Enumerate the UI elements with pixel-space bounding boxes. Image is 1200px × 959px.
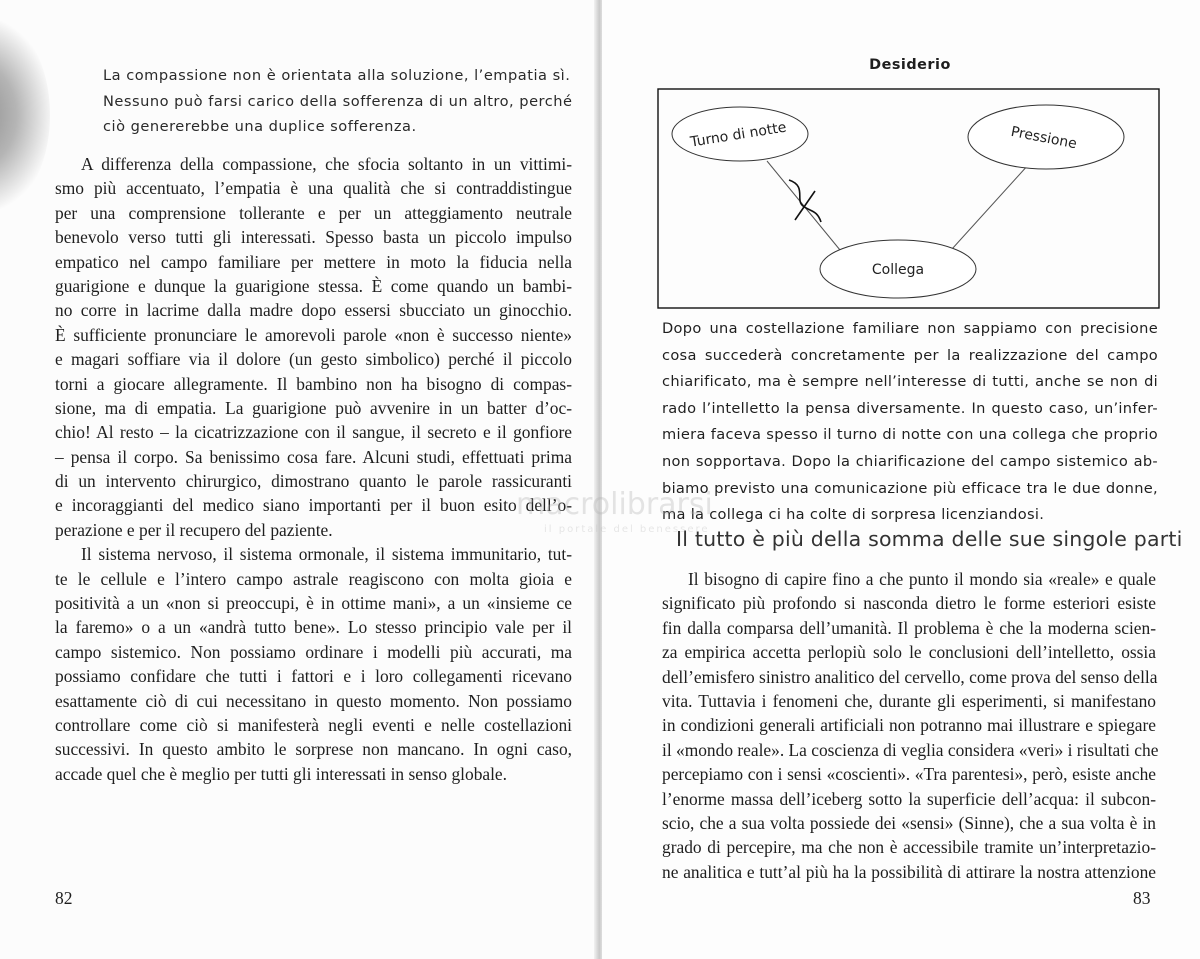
body-line: il «mondo reale». La coscienza di veglia considera «veri» i risultati che xyxy=(662,739,1159,760)
node-label-collega: Collega xyxy=(871,262,925,278)
body-line: percepiamo con i sensi «coscienti». «Tra parentesi», però, esiste anche xyxy=(662,764,1156,785)
watermark xyxy=(500,487,740,547)
body-line: in condizioni generali artificiali non potranno mai illustrare e spiegare xyxy=(662,715,1156,736)
body-line: e incoraggianti del medico siano importanti per il buon esito dell’o- xyxy=(55,495,572,516)
body-line: di un intervento chirurgico, dimostrano quanto le parole rassicuranti xyxy=(55,471,572,492)
body-line: È sufficiente pronunciare le amorevoli parole «non è successo niente» xyxy=(55,324,572,345)
body-line: scio, che a sua volta possiede dei «sensi» (Sinne), che a sua volta è in xyxy=(662,812,1156,833)
body-line: ne analitica e tutt’al più ha la possibilità di attirare la nostra attenzione xyxy=(662,861,1156,882)
body-line: esattamente ciò di cui necessitano in questo momento. Non possiamo xyxy=(55,690,572,711)
body-line: empatico nel campo familiare per mettere in moto la fiducia nella xyxy=(55,251,572,272)
caption-line: non sopportava. Dopo la chiarificazione del campo sistemico ab- xyxy=(662,452,1158,470)
caption-line: ma la collega ci ha colte di sorpresa licenziandosi. xyxy=(662,506,1045,524)
body-line: te le cellule e l’intero campo astrale reagiscono con molta gioia e xyxy=(55,568,572,589)
connector-right xyxy=(952,164,1029,249)
callout-quote xyxy=(103,63,573,140)
body-line: Il sistema nervoso, il sistema ormonale, il sistema immunitario, tut- xyxy=(81,544,572,565)
body-line: chio! Al resto – la cicatrizzazione con il sangue, il secreto e il gonfiore xyxy=(55,422,572,443)
constellation-diagram xyxy=(657,88,1160,309)
thumb-shadow xyxy=(0,20,50,210)
body-line: la faremo» o a un «andrà tutto bene». Lo stesso principio vale per il xyxy=(55,617,572,638)
left-page xyxy=(0,0,598,959)
body-line: benevolo verso tutti gli interessati. Spesso basta un piccolo impulso xyxy=(55,227,572,248)
right-body-text xyxy=(662,567,1159,884)
callout-line: ciò genererebbe una duplice sofferenza. xyxy=(103,118,417,135)
caption-line: cosa succederà concretamente per la realizzazione del campo xyxy=(662,346,1158,364)
body-line: l’enorme massa dell’iceberg sotto la superficie dell’acqua: il subcon- xyxy=(662,788,1156,809)
body-line: torni a giocare allegramente. Il bambino non ha bisogno di compas- xyxy=(55,373,572,394)
cut-mark-icon xyxy=(789,180,821,222)
body-line: successivi. In questo ambito le sorprese non mancano. In ogni caso, xyxy=(55,739,572,760)
body-line: controllare come ciò si manifesterà negli eventi e nelle costellazioni xyxy=(55,714,572,735)
caption-line: miera faceva spesso il turno di notte con una collega che proprio xyxy=(662,426,1158,444)
body-line: fin dalla comparsa dell’umanità. Il problema è che la moderna scien- xyxy=(662,617,1156,638)
body-line: grado di percepire, ma che non è accessibile tramite un’interpretazio- xyxy=(662,837,1156,858)
body-line: possiamo confidare che tutti i fattori e i loro collegamenti ricevano xyxy=(55,666,572,687)
body-line: no corre in lacrime dalla madre dopo essersi sbucciato un ginocchio. xyxy=(55,300,572,321)
body-line: perazione e per il recupero del paziente. xyxy=(55,519,333,540)
node-label-pressione: Pressione xyxy=(1009,123,1079,153)
body-line: vita. Tuttavia i fenomeni che, durante gli esperimenti, si manifestano xyxy=(662,690,1156,711)
body-line: per una comprensione tollerante e per un atteggiamento neutrale xyxy=(55,202,572,223)
callout-line: Nessuno può farsi carico della sofferenza di un altro, perché xyxy=(103,92,573,110)
body-line: sione, ma di empatia. La guarigione può avvenire in un batter d’oc- xyxy=(55,397,572,418)
page-number-left: 82 xyxy=(55,888,73,908)
body-line: guarigione e dunque la guarigione stessa. È come quando un bambi- xyxy=(55,275,572,296)
watermark-subtext: il portale del benessere xyxy=(544,524,710,535)
body-line: campo sistemico. Non possiamo ordinare i modelli più accurati, ma xyxy=(55,641,572,662)
caption-line: Dopo una costellazione familiare non sappiamo con precisione xyxy=(662,320,1158,337)
caption-line: biamo previsto una comunicazione più efficace tra le due donne, xyxy=(662,479,1158,497)
left-body-text xyxy=(55,152,572,786)
body-line: – pensa il corpo. Sa benissimo cosa fare. Alcuni studi, effettuati prima xyxy=(55,446,572,467)
node-label-turno: Turno di notte xyxy=(689,119,788,151)
body-line: e magari soffiare via il dolore (un gesto simbolico) perché il piccolo xyxy=(55,349,572,370)
caption-line: rado l’intelletto la pensa diversamente. In questo caso, un’infer- xyxy=(662,399,1158,417)
section-heading: Il tutto è più della somma delle sue singole parti xyxy=(676,527,1183,551)
body-line: accade quel che è meglio per tutti gli interessati in senso globale. xyxy=(55,763,508,784)
page-number-right: 83 xyxy=(1133,888,1151,908)
body-line: smo più accentuato, l’empatia è una qualità che si contraddistingue xyxy=(55,178,572,199)
caption-line: chiarificato, ma è sempre nell’interesse di tutti, anche se non di xyxy=(662,373,1158,391)
callout-line: La compassione non è orientata alla soluzione, l’empatia sì. xyxy=(103,67,571,84)
body-line: positività a un «non si preoccupi, è in ottime mani», a un «insieme ce xyxy=(55,593,572,614)
body-line: A differenza della compassione, che sfocia soltanto in un vittimi- xyxy=(81,154,572,174)
body-line: za empirica accetta perlopiù solo le conclusioni dell’intelletto, ossia xyxy=(662,642,1156,663)
body-line: Il bisogno di capire fino a che punto il mondo sia «reale» e quale xyxy=(688,569,1156,589)
body-line: dell’emisfero sinistro analitico del cervello, come prova del senso della xyxy=(662,666,1158,687)
watermark-text: macrolibrarsi xyxy=(516,487,713,522)
figure-title: Desiderio xyxy=(869,57,951,73)
body-line: significato più profondo si nasconda dietro le forme esteriori esiste xyxy=(662,593,1156,614)
